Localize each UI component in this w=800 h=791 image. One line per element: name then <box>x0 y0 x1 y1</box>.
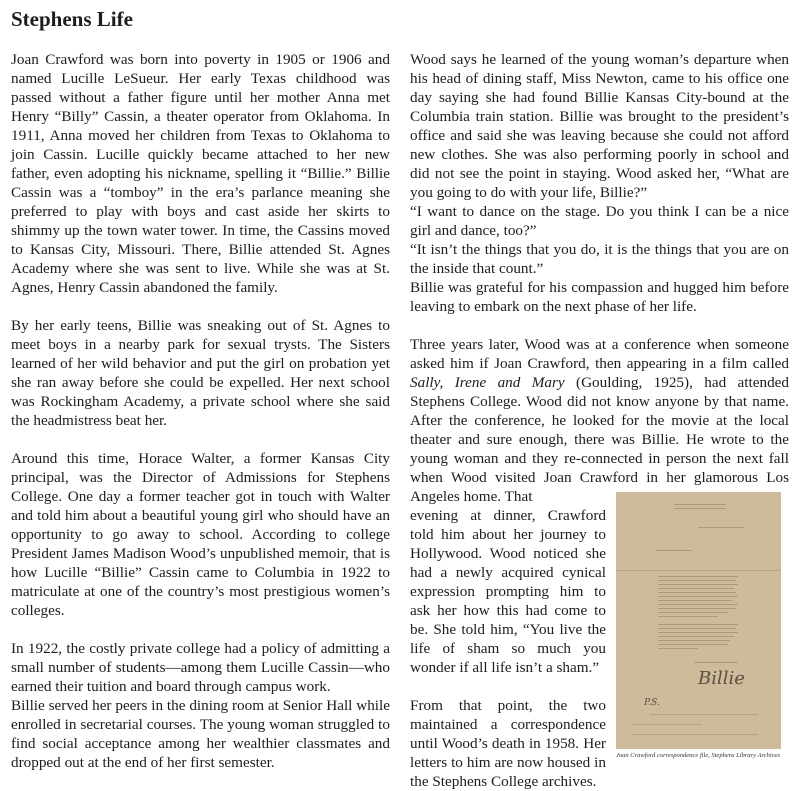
paragraph-early-teens: By her early teens, Billie was sneaking out of St. Agnes to meet boys in a nearby park for sexual trysts. The Sisters learned of her wild behavior and put the girl on probation yet she ran away before she could be expelled. Her next school was Rockingham Academy, a private school where she said the headmistress beat her. <box>11 317 390 429</box>
letter-figure <box>616 492 781 760</box>
left-column <box>11 50 390 772</box>
paragraph-admissions: Around this time, Horace Walter, a former Kansas City principal, was the Director of Admissions for Stephens College. One day a former teacher got in touch with Walter and told him about a beautiful young girl who should have an opportunity to go away to school. According to college President James Madison Wood’s unpublished memoir, that is how Lucille “Billie” Cassin came to Columbia in 1922 to matriculate at one of the country’s most prestigious women’s colleges. <box>11 450 390 619</box>
paragraph-correspondence: From that point, the two maintained a correspondence until Wood’s death in 1958. Her letters to him are now housed in the Stephens College archives. <box>410 697 606 790</box>
quote-dance: “I want to dance on the stage. Do you think I can be a nice girl and dance, too?” <box>410 203 789 239</box>
paragraph-dinner: evening at dinner, Crawford told him about her journey to Hollywood. Wood noticed she had a newly acquired cynical expression prompting him to ask her how this had come to be. She told him, “You live the life of sham so much you wonder if all life isn’t a sham.” <box>410 507 606 676</box>
quote-inside: “It isn’t the things that you do, it is the things that you are on the inside that count.” <box>410 241 789 277</box>
text-before-film: Three years later, Wood was at a conference when someone asked him if Joan Crawford, then appearing in a film called <box>410 336 789 372</box>
letter-image <box>616 492 781 749</box>
film-title: Sally, Irene and Mary <box>410 374 565 391</box>
paragraph-campus-work: In 1922, the costly private college had a policy of admitting a small number of students—among them Lucille Cassin—who earned their tuition and board through campus work. <box>11 640 390 695</box>
figure-caption: Joan Crawford correspondence file, Stephens Library Archives <box>616 752 780 759</box>
paragraph-departure: Wood says he learned of the young woman’s departure when his head of dining staff, Miss Newton, came to his office one day saying she had found Billie Kansas City-bound at the Columbia train station. Billie was brought to the president’s office and said she was leaving because she could not afford new clothes. She was also performing poorly in school and did not see the point in staying. Wood asked her, “What are you going to do with your life, Billie?” <box>410 51 789 201</box>
text-after-film: (Goulding, 1925), had attended Stephens College. Wood did not know anyone by that name. After the conference, he looked for the movie at the local theater and sure enough, there was Billie. He wrote to the young woman and they re-connected in person the next fall when Wood visited Joan Crawford in her glamorous Los Angeles home. That <box>410 374 789 505</box>
signature: Billie <box>698 668 745 689</box>
page-title: Stephens Life <box>11 7 133 31</box>
paragraph-early-life: Joan Crawford was born into poverty in 1905 or 1906 and named Lucille LeSueur. Her early Texas childhood was passed without a father figure until her mother Anna met Henry “Billy” Cassin, a theater operator from Oklahoma. In 1911, Anna moved her children from Texas to Oklahoma to join Cassin. Lucille quickly became attached to her new father, even adopting his nickname, spelling it “Billie.” Billie Cassin was a “tomboy” in the era’s parlance meaning she preferred to play with boys and cast aside her skirts to shimmy up the town water tower. In time, the Cassins moved to Kansas City, Missouri. There, Billie attended St. Agnes Academy where she was sent to live. While she was at St. Agnes, Henry Cassin abandoned the family. <box>11 51 390 296</box>
postscript: P.S. <box>644 698 660 708</box>
paragraph-grateful: Billie was grateful for his compassion and hugged him before leaving to embark on the next phase of her life. <box>410 279 789 315</box>
paragraph-dropped-out: Billie served her peers in the dining room at Senior Hall while enrolled in secretarial courses. The young woman struggled to find social acceptance among her wealthier classmates and dropped out at the end of her first semester. <box>11 697 390 771</box>
paragraph-three-years-later <box>410 335 789 506</box>
